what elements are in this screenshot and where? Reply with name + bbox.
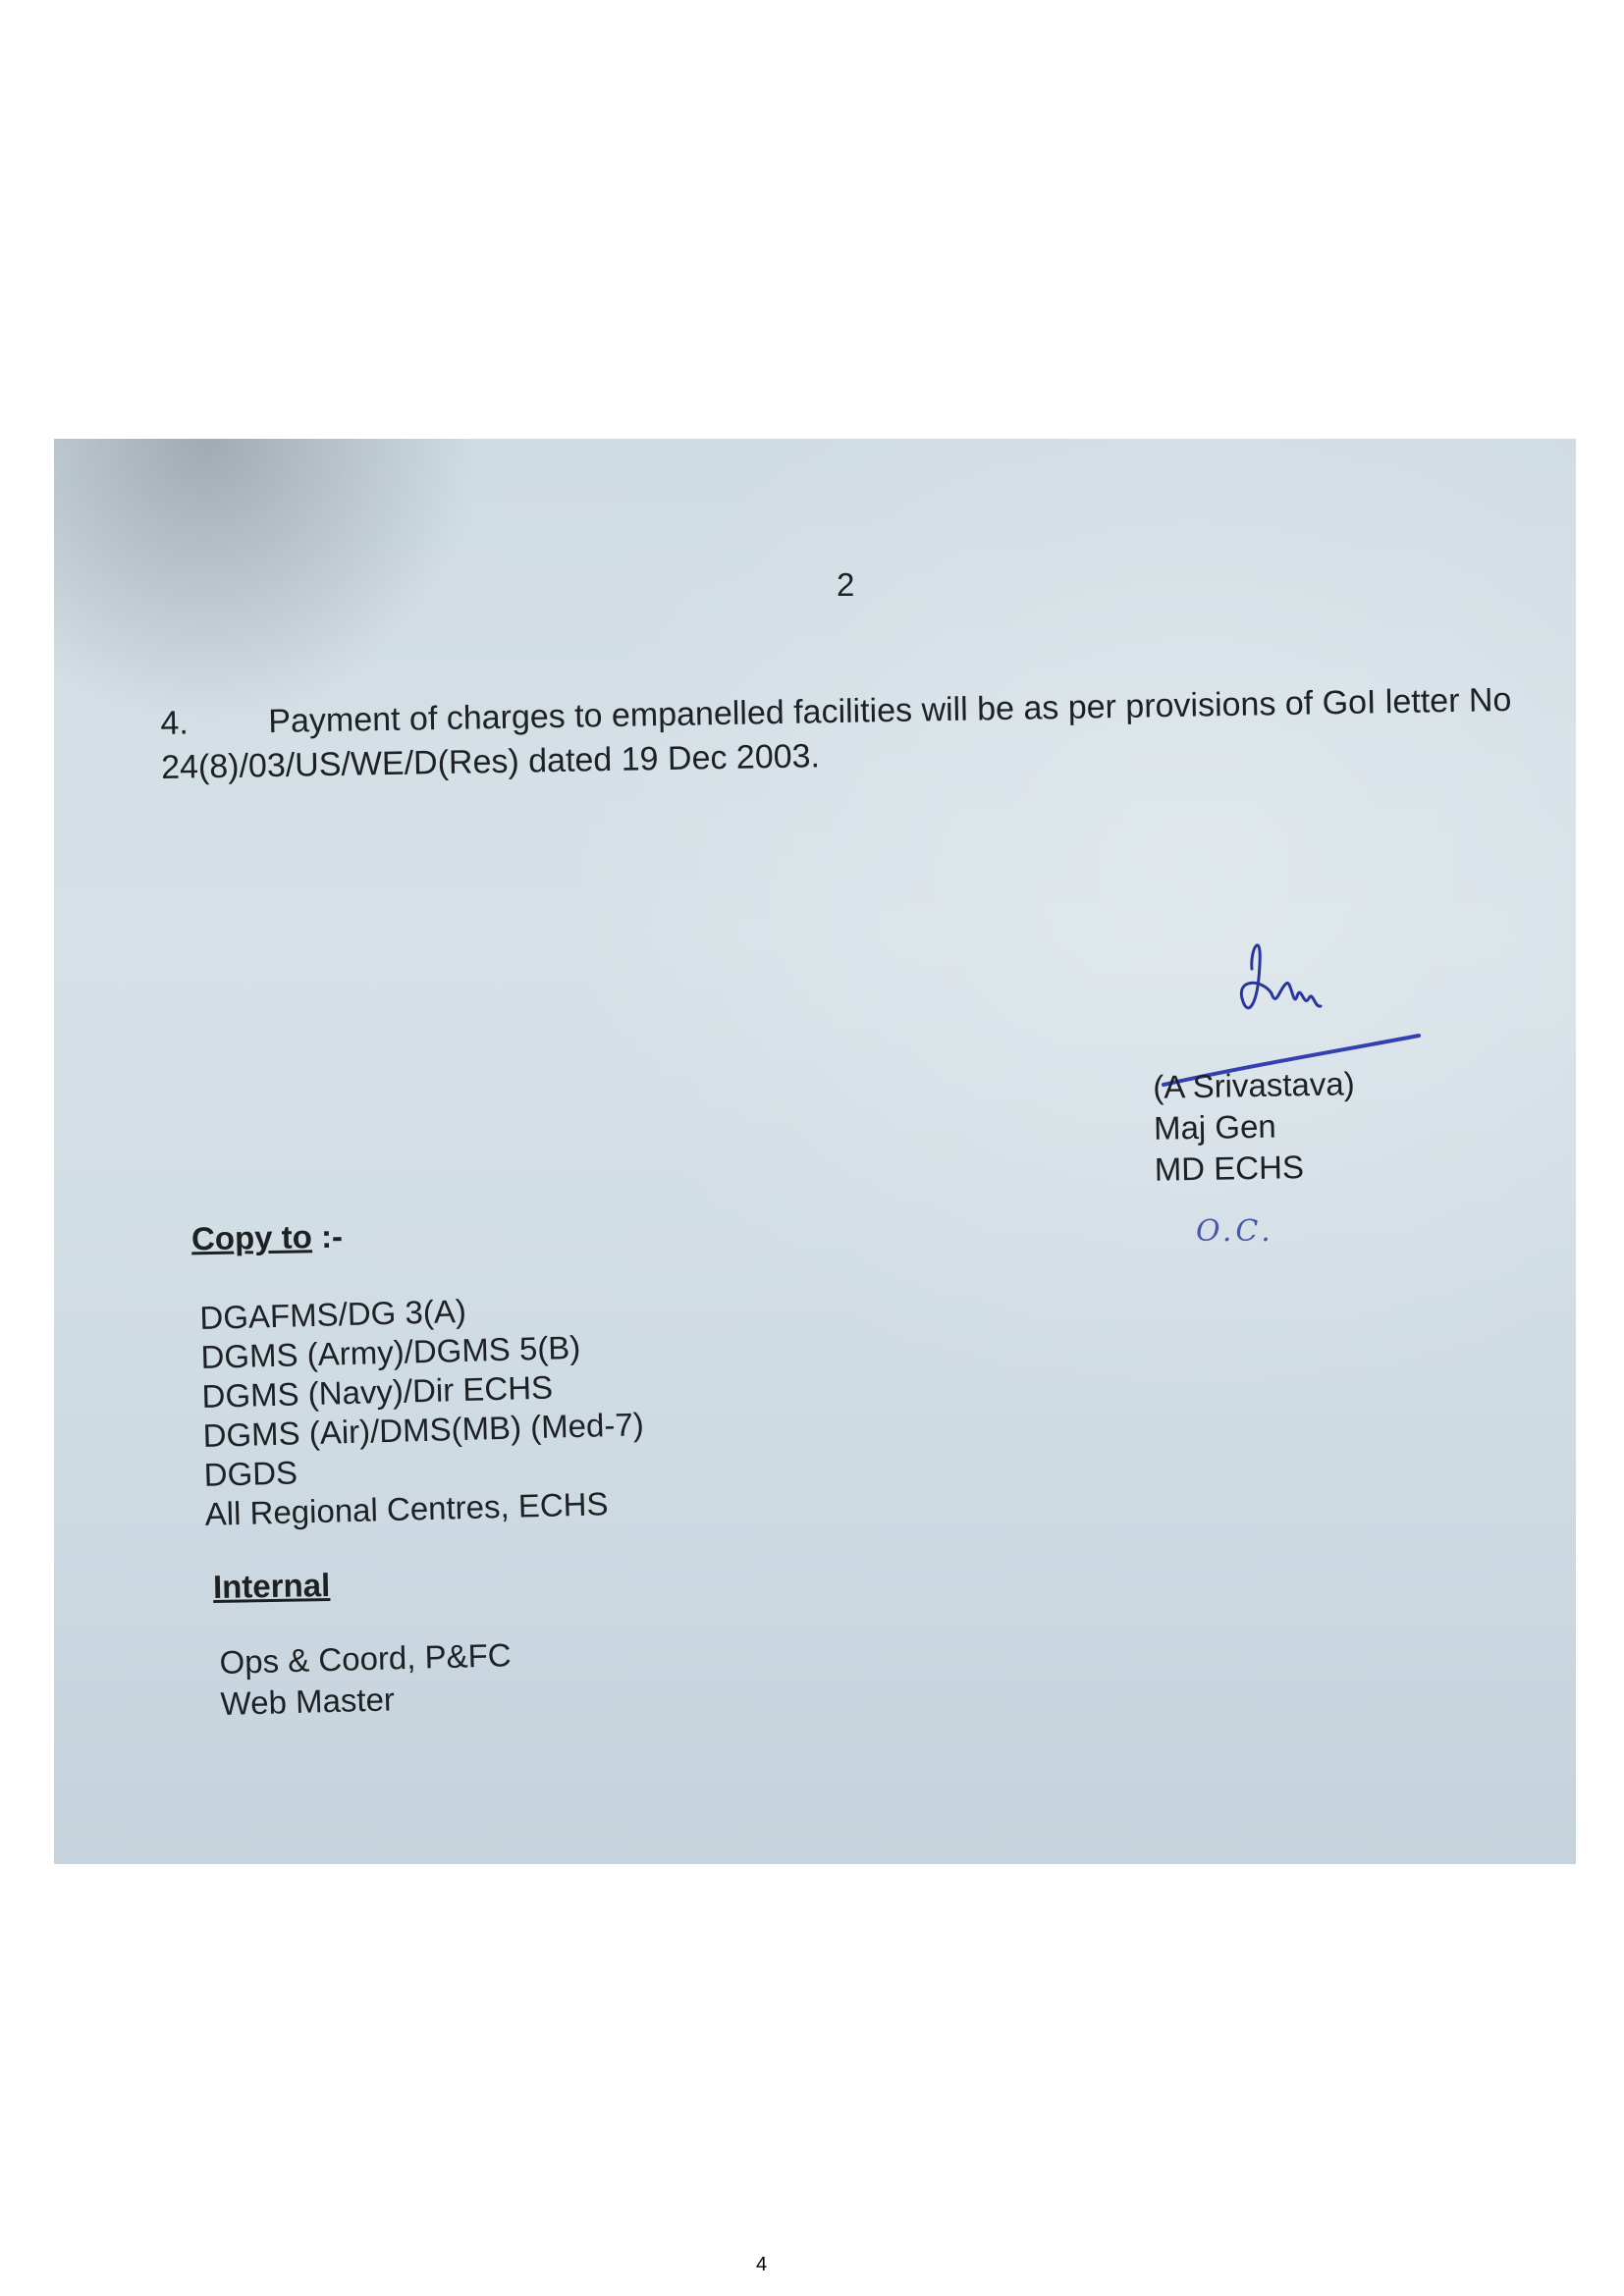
signatory-rank: Maj Gen	[1153, 1107, 1277, 1147]
copy-to-heading	[190, 1217, 344, 1257]
paragraph-text: Payment of charges to empanelled facilities will be as per provisions of GoI letter No 24(8)/03/US/WE/D(Res) dated 19 Dec 2003.	[160, 680, 1512, 786]
internal-list	[219, 1634, 513, 1725]
list-item: Web Master	[220, 1681, 396, 1722]
copy-to-label: Copy to	[190, 1218, 313, 1257]
list-item: Ops & Coord, P&FC	[219, 1636, 513, 1681]
copy-to-suffix: :-	[311, 1217, 344, 1255]
initials-mark: O.C.	[1196, 1214, 1274, 1249]
list-item: DGMS (Air)/DMS(MB) (Med-7)	[202, 1406, 645, 1454]
scan-page-number: 2	[837, 566, 855, 603]
footer-page-number: 4	[756, 2254, 768, 2275]
list-item: DGMS (Navy)/Dir ECHS	[201, 1368, 554, 1415]
signatory-block	[1153, 1063, 1357, 1191]
list-item: All Regional Centres, ECHS	[204, 1485, 609, 1532]
list-item: DGAFMS/DG 3(A)	[199, 1292, 467, 1336]
paragraph-4	[160, 678, 1536, 790]
signatory-designation: MD ECHS	[1154, 1148, 1305, 1188]
signatory-name: (A Srivastava)	[1152, 1065, 1355, 1105]
list-item: DGMS (Army)/DGMS 5(B)	[200, 1328, 581, 1375]
paragraph-number: 4.	[160, 704, 189, 742]
list-item: DGDS	[203, 1454, 298, 1493]
handwritten-signature	[1105, 871, 1478, 1087]
copy-to-list	[199, 1287, 646, 1534]
scanned-document-photo	[54, 439, 1576, 1864]
internal-heading: Internal	[212, 1566, 331, 1606]
